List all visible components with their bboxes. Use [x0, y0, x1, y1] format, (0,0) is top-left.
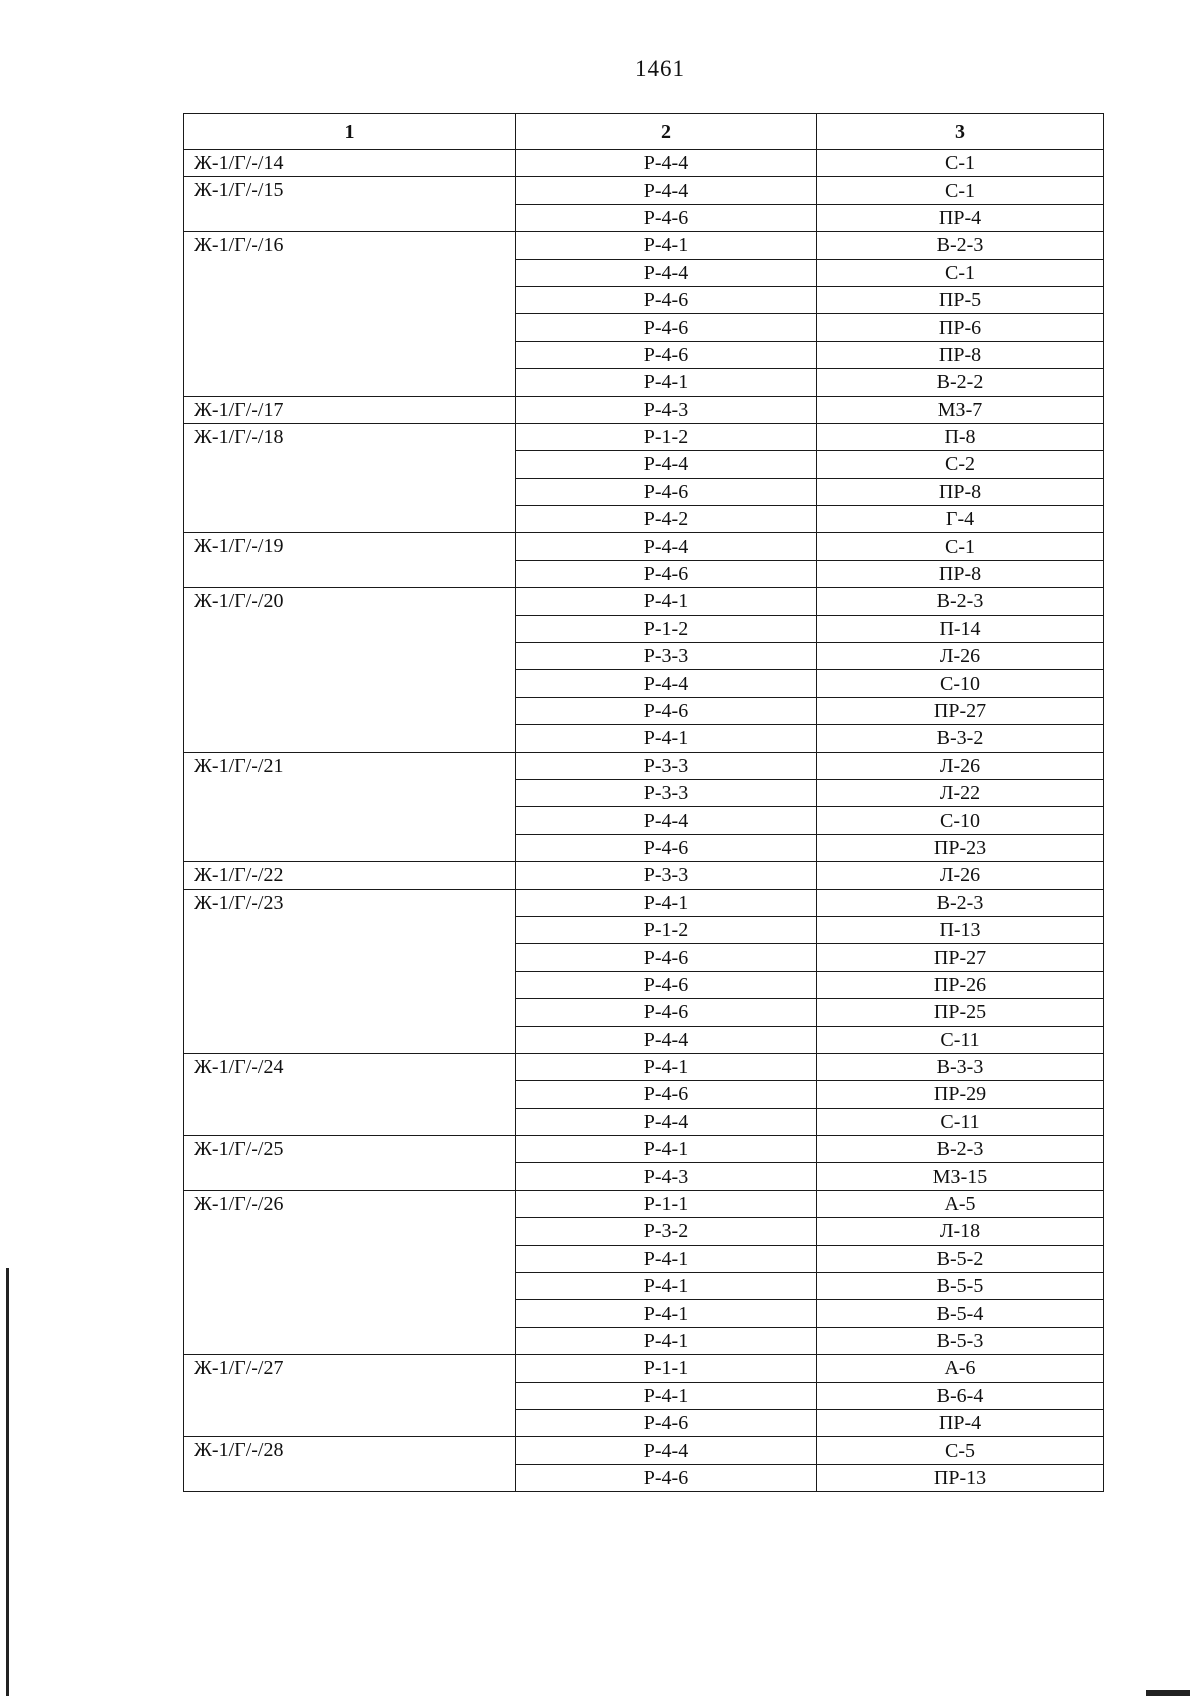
- code-cell: Р-4-4: [516, 807, 817, 834]
- table-row: [184, 1136, 1104, 1163]
- reference-cell: В-5-2: [817, 1245, 1104, 1272]
- code-cell: Р-1-2: [516, 615, 817, 642]
- table-body: [184, 150, 1104, 1492]
- code-cell: Р-4-4: [516, 1026, 817, 1053]
- reference-cell: П-13: [817, 916, 1104, 943]
- reference-cell: Л-26: [817, 752, 1104, 779]
- table-row: [184, 396, 1104, 423]
- reference-cell: ПР-26: [817, 971, 1104, 998]
- table-row: [184, 1437, 1104, 1464]
- table-row: [184, 232, 1104, 259]
- code-cell: Р-3-3: [516, 752, 817, 779]
- code-cell: Р-4-1: [516, 232, 817, 259]
- reference-cell: В-5-3: [817, 1327, 1104, 1354]
- code-cell: Р-1-2: [516, 916, 817, 943]
- code-cell: Р-4-4: [516, 259, 817, 286]
- reference-cell: В-5-5: [817, 1273, 1104, 1300]
- code-cell: Р-1-2: [516, 423, 817, 450]
- reference-cell: П-14: [817, 615, 1104, 642]
- reference-cell: А-5: [817, 1190, 1104, 1217]
- code-cell: Р-4-6: [516, 341, 817, 368]
- column-header-1: 1: [184, 114, 516, 150]
- code-cell: Р-4-4: [516, 1108, 817, 1135]
- header-row: [184, 114, 1104, 150]
- code-cell: Р-4-1: [516, 1053, 817, 1080]
- group-label-cell: Ж-1/Г/-/23: [184, 889, 516, 1053]
- group-label-cell: Ж-1/Г/-/15: [184, 177, 516, 232]
- reference-cell: Л-18: [817, 1218, 1104, 1245]
- code-cell: Р-4-4: [516, 451, 817, 478]
- reference-cell: С-1: [817, 177, 1104, 204]
- code-cell: Р-4-1: [516, 1327, 817, 1354]
- code-cell: Р-4-1: [516, 369, 817, 396]
- column-header-3: 3: [817, 114, 1104, 150]
- table-row: [184, 150, 1104, 177]
- scan-margin-line: [6, 1268, 9, 1696]
- reference-cell: В-2-3: [817, 889, 1104, 916]
- reference-cell: В-5-4: [817, 1300, 1104, 1327]
- code-cell: Р-4-6: [516, 1464, 817, 1491]
- table-row: [184, 423, 1104, 450]
- code-cell: Р-4-4: [516, 177, 817, 204]
- code-cell: Р-4-6: [516, 560, 817, 587]
- reference-cell: С-2: [817, 451, 1104, 478]
- table-row: [184, 889, 1104, 916]
- group-label-cell: Ж-1/Г/-/24: [184, 1053, 516, 1135]
- data-table: [183, 113, 1104, 1492]
- reference-cell: ПР-4: [817, 204, 1104, 231]
- code-cell: Р-4-1: [516, 588, 817, 615]
- code-cell: Р-4-1: [516, 1136, 817, 1163]
- code-cell: Р-4-6: [516, 834, 817, 861]
- table-row: [184, 588, 1104, 615]
- code-cell: Р-4-1: [516, 1382, 817, 1409]
- table-row: [184, 1190, 1104, 1217]
- reference-cell: В-2-3: [817, 588, 1104, 615]
- code-cell: Р-1-1: [516, 1355, 817, 1382]
- code-cell: Р-4-6: [516, 697, 817, 724]
- code-cell: Р-4-3: [516, 396, 817, 423]
- group-label-cell: Ж-1/Г/-/19: [184, 533, 516, 588]
- reference-cell: ПР-4: [817, 1409, 1104, 1436]
- reference-cell: Л-26: [817, 643, 1104, 670]
- code-cell: Р-4-2: [516, 506, 817, 533]
- group-label-cell: Ж-1/Г/-/25: [184, 1136, 516, 1191]
- table-row: [184, 1053, 1104, 1080]
- group-label-cell: Ж-1/Г/-/17: [184, 396, 516, 423]
- code-cell: Р-4-6: [516, 204, 817, 231]
- code-cell: Р-4-6: [516, 971, 817, 998]
- reference-cell: С-11: [817, 1026, 1104, 1053]
- reference-cell: ПР-5: [817, 286, 1104, 313]
- reference-cell: В-2-3: [817, 1136, 1104, 1163]
- group-label-cell: Ж-1/Г/-/26: [184, 1190, 516, 1354]
- reference-cell: В-2-3: [817, 232, 1104, 259]
- column-header-2: 2: [516, 114, 817, 150]
- reference-cell: ПР-8: [817, 341, 1104, 368]
- reference-cell: С-5: [817, 1437, 1104, 1464]
- reference-cell: В-3-2: [817, 725, 1104, 752]
- group-label-cell: Ж-1/Г/-/22: [184, 862, 516, 889]
- code-cell: Р-4-6: [516, 286, 817, 313]
- reference-cell: ПР-29: [817, 1081, 1104, 1108]
- code-cell: Р-4-4: [516, 150, 817, 177]
- code-cell: Р-4-6: [516, 1081, 817, 1108]
- reference-cell: ПР-25: [817, 999, 1104, 1026]
- reference-cell: Л-22: [817, 779, 1104, 806]
- code-cell: Р-1-1: [516, 1190, 817, 1217]
- group-label-cell: Ж-1/Г/-/16: [184, 232, 516, 396]
- reference-cell: ПР-8: [817, 560, 1104, 587]
- reference-cell: ПР-6: [817, 314, 1104, 341]
- reference-cell: МЗ-7: [817, 396, 1104, 423]
- reference-cell: П-8: [817, 423, 1104, 450]
- group-label-cell: Ж-1/Г/-/18: [184, 423, 516, 533]
- code-cell: Р-4-6: [516, 944, 817, 971]
- code-cell: Р-3-2: [516, 1218, 817, 1245]
- code-cell: Р-4-4: [516, 670, 817, 697]
- reference-cell: ПР-27: [817, 697, 1104, 724]
- page-number: 1461: [635, 56, 685, 81]
- table-header: [184, 114, 1104, 150]
- table-row: [184, 533, 1104, 560]
- reference-cell: С-10: [817, 670, 1104, 697]
- code-cell: Р-3-3: [516, 862, 817, 889]
- reference-cell: С-1: [817, 533, 1104, 560]
- reference-cell: С-11: [817, 1108, 1104, 1135]
- reference-cell: ПР-8: [817, 478, 1104, 505]
- group-label-cell: Ж-1/Г/-/28: [184, 1437, 516, 1492]
- code-cell: Р-4-1: [516, 725, 817, 752]
- group-label-cell: Ж-1/Г/-/21: [184, 752, 516, 862]
- code-cell: Р-4-6: [516, 1409, 817, 1436]
- reference-cell: Л-26: [817, 862, 1104, 889]
- group-label-cell: Ж-1/Г/-/20: [184, 588, 516, 752]
- reference-cell: С-1: [817, 150, 1104, 177]
- code-cell: Р-4-4: [516, 533, 817, 560]
- code-cell: Р-4-1: [516, 1245, 817, 1272]
- reference-cell: В-3-3: [817, 1053, 1104, 1080]
- code-cell: Р-4-1: [516, 1300, 817, 1327]
- code-cell: Р-4-6: [516, 314, 817, 341]
- reference-cell: МЗ-15: [817, 1163, 1104, 1190]
- reference-cell: А-6: [817, 1355, 1104, 1382]
- group-label-cell: Ж-1/Г/-/14: [184, 150, 516, 177]
- table-row: [184, 752, 1104, 779]
- code-cell: Р-4-6: [516, 999, 817, 1026]
- data-table-container: [183, 113, 1103, 1492]
- code-cell: Р-4-3: [516, 1163, 817, 1190]
- scan-corner-mark: [1146, 1690, 1190, 1696]
- reference-cell: С-10: [817, 807, 1104, 834]
- code-cell: Р-4-4: [516, 1437, 817, 1464]
- table-row: [184, 1355, 1104, 1382]
- table-row: [184, 862, 1104, 889]
- reference-cell: ПР-13: [817, 1464, 1104, 1491]
- reference-cell: ПР-27: [817, 944, 1104, 971]
- code-cell: Р-4-6: [516, 478, 817, 505]
- reference-cell: ПР-23: [817, 834, 1104, 861]
- table-row: [184, 177, 1104, 204]
- reference-cell: С-1: [817, 259, 1104, 286]
- group-label-cell: Ж-1/Г/-/27: [184, 1355, 516, 1437]
- reference-cell: В-2-2: [817, 369, 1104, 396]
- code-cell: Р-3-3: [516, 643, 817, 670]
- reference-cell: Г-4: [817, 506, 1104, 533]
- code-cell: Р-4-1: [516, 889, 817, 916]
- code-cell: Р-4-1: [516, 1273, 817, 1300]
- code-cell: Р-3-3: [516, 779, 817, 806]
- reference-cell: В-6-4: [817, 1382, 1104, 1409]
